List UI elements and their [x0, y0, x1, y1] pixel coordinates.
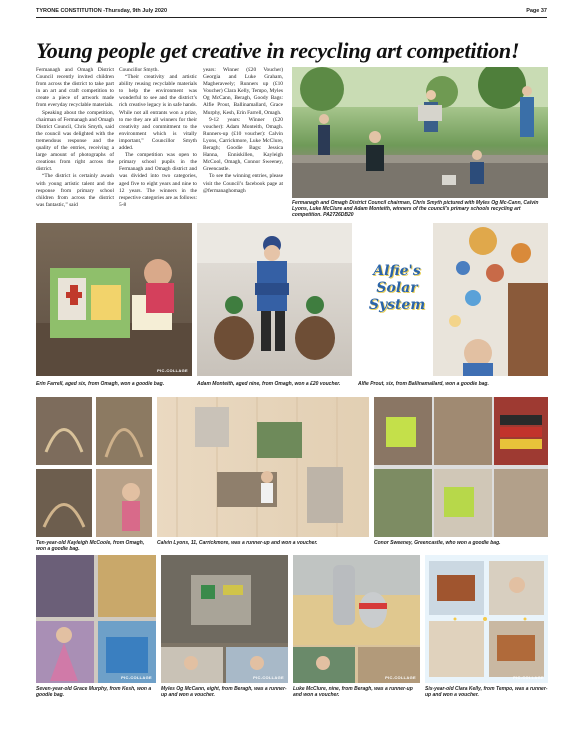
- calvin-lyons-photo: [157, 397, 369, 537]
- alfie-caption: Alfie Prout, six, from Ballinamallard, won a goodie bag.: [358, 381, 489, 387]
- alfie-prout-photo: [358, 223, 548, 376]
- page-number: Page 37: [526, 8, 547, 14]
- header-rule: [36, 17, 547, 18]
- pic-collage-watermark: PIC-COLLAGE: [253, 675, 284, 680]
- clara-kelly-photo: [425, 555, 548, 683]
- adam-artwork-image: [197, 223, 352, 376]
- paragraph: Fermanagh and Omagh District Council recently invited children from across the district to take part in an art and craft competition to create a piece of artwork made from everyday recyclable materials.: [36, 67, 114, 109]
- article-column-1: [36, 67, 114, 209]
- conor-caption: Conor Sweeney, Greencastle, who won a goodie bag.: [374, 540, 501, 546]
- conor-sweeney-photo: [374, 397, 548, 537]
- calvin-collage-image: [157, 397, 369, 537]
- grace-murphy-photo: [36, 555, 156, 683]
- kayleigh-collage-image: [36, 397, 152, 537]
- paragraph: 9-12 years: Winner (£20 voucher): Adam Monteith, Omagh. Runners-up (£10 voucher): Calvin Lyons, Carrickmore, Luke McClure, Beragh; Goodie Bags: Jessica Hanna, Enniskillen, Kayleigh McCool, Omagh, Connor Sweeney, Greencastle.: [203, 116, 283, 173]
- article-column-3: [203, 67, 283, 195]
- kayleigh-caption: Ten-year-old Kayleigh McCoole, from Omagh, won a goodie bag.: [36, 540, 145, 552]
- erin-caption: Erin Farrell, aged six, from Omagh, won a goodie bag.: [36, 381, 165, 387]
- myles-og-mccann-photo: [161, 555, 288, 683]
- alfie-solar-system-image: [433, 223, 548, 376]
- paragraph: “Their creativity and artistic ability reusing recyclable materials to help the environment was wonderful to see and the district’s rich creative legacy is in safe hands. While not all entrants won a prize, to me they are all winners for their creativity and commitment to the environment which is vitally important,” Councillor Smyth added.: [119, 74, 197, 152]
- myles-caption: Myles Og McCann, eight, from Beragh, was a runner-up and won a voucher.: [161, 686, 287, 698]
- grace-collage-image: [36, 555, 156, 683]
- pic-collage-watermark: PIC-COLLAGE: [513, 675, 544, 680]
- masthead: TYRONE CONSTITUTION -Thursday, 9th July 2020: [36, 8, 168, 14]
- luke-caption: Luke McClure, nine, from Beragh, was a runner-up and won a voucher.: [293, 686, 413, 698]
- luke-artwork-image: [293, 555, 420, 683]
- pic-collage-watermark: PIC-COLLAGE: [157, 368, 188, 373]
- group-photo: [292, 67, 548, 198]
- clara-caption: Six-year-old Clara Kelly, from Tempo, was a runner-up and won a voucher.: [425, 686, 548, 698]
- main-photo-caption: Fermanagh and Omagh District Council chairman, Chris Smyth pictured with Myles Og Mc-Cann, Calvin Lyons, Luke McClure and Adam Monteith, winners of the council's primary schools recycling art competition. PA2726DB20: [292, 200, 539, 218]
- luke-mcclure-photo: [293, 555, 420, 683]
- clara-collage-image: [425, 555, 548, 683]
- adam-monteith-photo: [197, 223, 352, 376]
- myles-collage-image: [161, 555, 288, 683]
- paragraph: “The district is certainly awash with young artistic talent and the response from primary school children from across the district was fantastic,” said: [36, 173, 114, 208]
- conor-collage-image: [374, 397, 548, 537]
- paragraph: Speaking about the competition, chairman of Fermanagh and Omagh District Council, Chris Smyth, said the council was delighted with the tremendous response and the quality of the entries, receiving a large amount of photographs of creations from right across the district.: [36, 109, 114, 173]
- article-column-2: [119, 67, 197, 209]
- adam-caption: Adam Monteith, aged nine, from Omagh, won a £20 voucher.: [197, 381, 341, 387]
- erin-artwork-image: [36, 223, 192, 376]
- alfie-sign-text: Alfie's Solar System: [368, 263, 426, 313]
- paragraph: The competition was open to primary school pupils in the Fermanagh and Omagh district and was divided into two categories, aged five to eight years and nine to 12 years. The winners in the respective categories are as follows: 5-8: [119, 152, 197, 208]
- kayleigh-mccoole-photo: [36, 397, 152, 537]
- paragraph: To see the winning entries, please visit the Council’s facebook page at @fermanaghomagh: [203, 173, 283, 194]
- erin-farrell-photo: [36, 223, 192, 376]
- headline: Young people get creative in recycling art competition!: [36, 38, 520, 63]
- pic-collage-watermark: PIC-COLLAGE: [385, 675, 416, 680]
- calvin-caption: Calvin Lyons, 11, Carrickmore, was a runner-up and won a voucher.: [157, 540, 318, 546]
- grace-caption: Seven-year-old Grace Murphy, from Kesh, won a goodie bag.: [36, 686, 152, 698]
- paragraph: years: Winner (£20 Voucher) Georgia and Luke Graham, Magheraveely; Runners up (£10 Voucher) Clara Kelly, Tempo, Myles Og McCann, Beragh, Goody Bags: Alfie Prout, Ballinamallard, Grace Murphy, Kesh, Erin Farrell, Omagh.: [203, 67, 283, 116]
- pic-collage-watermark: PIC-COLLAGE: [121, 675, 152, 680]
- group-photo-image: [292, 67, 548, 198]
- paragraph: Councillor Smyth.: [119, 67, 159, 73]
